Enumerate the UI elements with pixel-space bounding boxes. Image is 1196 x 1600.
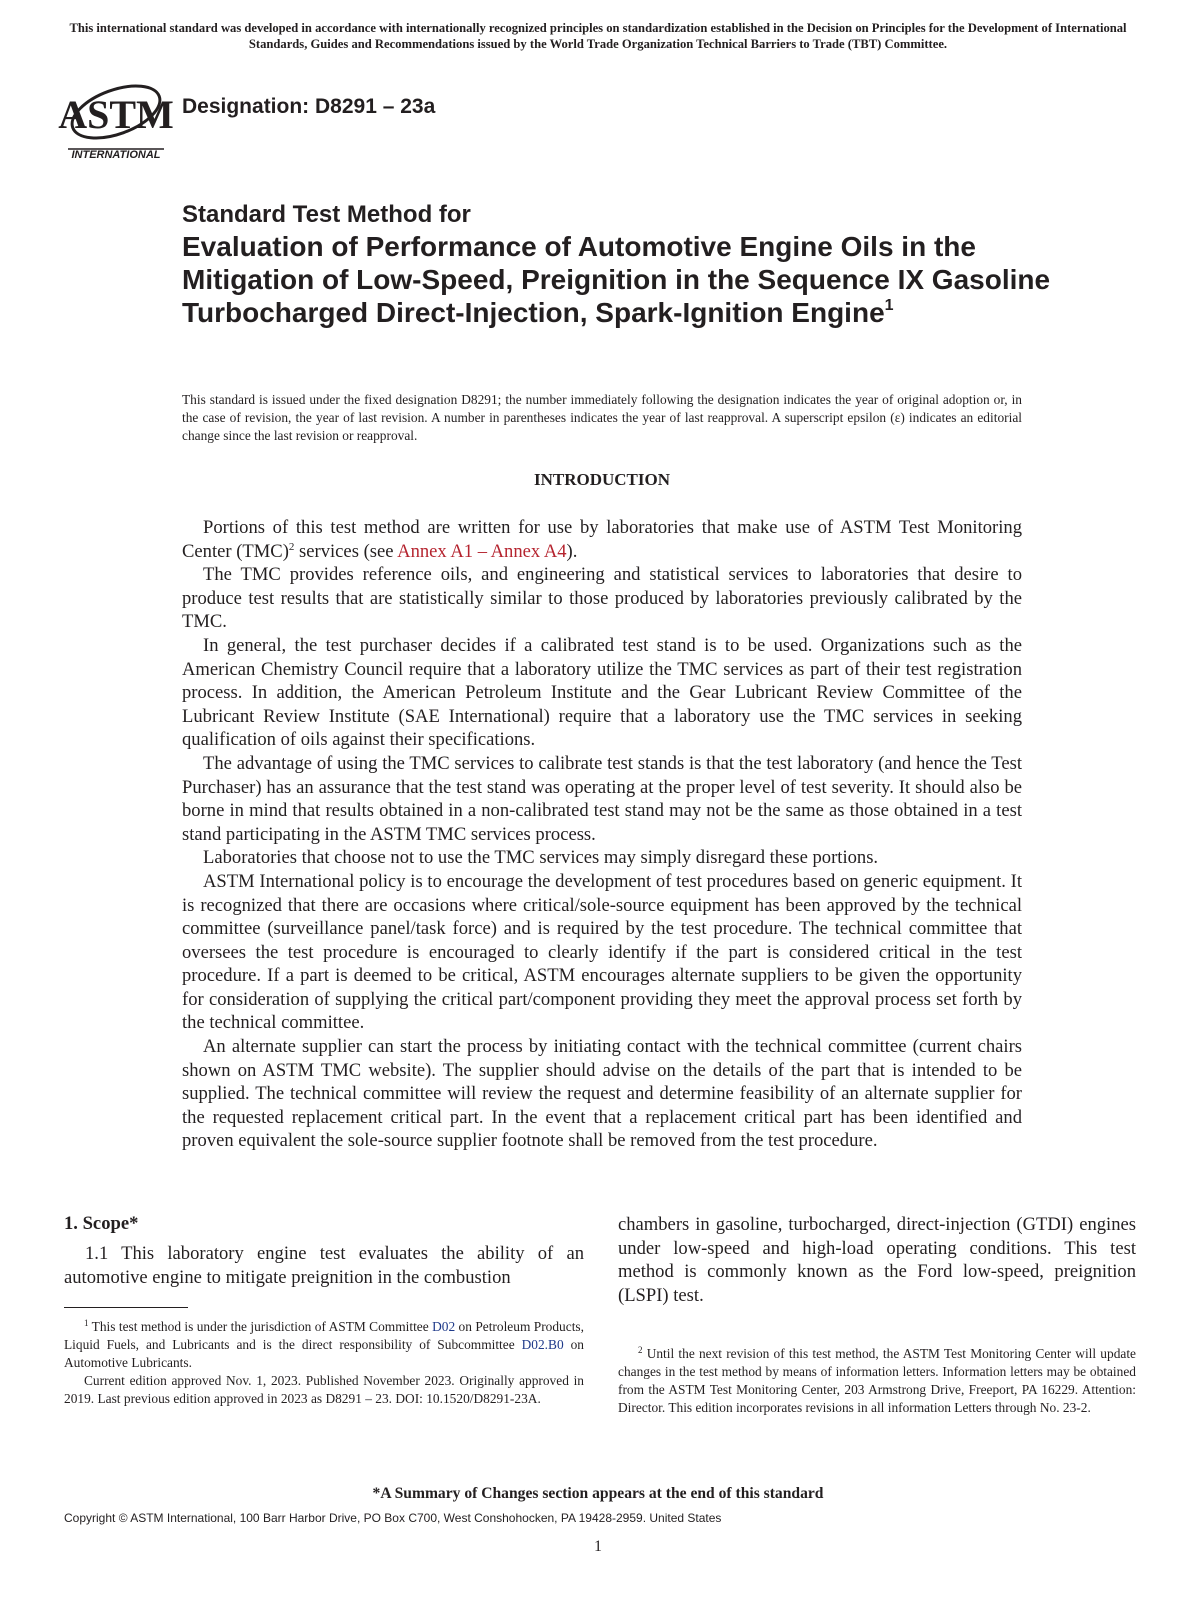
- intro-paragraph: Portions of this test method are written for use by laboratories that make use of ASTM Test Monitoring Center (TMC)$^2$ services (see Annex A1 – Annex A4).: [182, 517, 1022, 562]
- footnote-1: $^1$ This test method is under the jurisdiction of ASTM Committee D02 on Petroleum Products, Liquid Fuels, and Lubricants and is the direct responsibility of Subcommittee D02.B0 on Automotive Lubricants.: [64, 1318, 584, 1371]
- title-lead: Standard Test Method for: [182, 201, 471, 228]
- committee-link[interactable]: D02: [432, 1319, 456, 1335]
- left-column: [64, 1213, 584, 1408]
- intro-paragraph: Laboratories that choose not to use the TMC services may simply disregard these portions.: [203, 847, 879, 869]
- logo-text: ASTM: [58, 92, 174, 137]
- intro-paragraph: The TMC provides reference oils, and engineering and statistical services to laboratories that desire to produce test results that are statistically similar to those produced by laboratories previously calibrated by the TMC.: [182, 564, 1022, 633]
- subcommittee-link[interactable]: D02.B0: [521, 1337, 564, 1353]
- standard-note: This standard is issued under the fixed designation D8291; the number immediately following the designation indicates the year of original adoption or, in the case of revision, the year of last revision. A number in parentheses indicates the year of last reapproval. A superscript epsilon (ε) indicates an editorial change since the last revision or reapproval.: [182, 392, 1022, 443]
- summary-of-changes-note: *A Summary of Changes section appears at the end of this standard: [372, 1485, 824, 1502]
- astm-logo: [58, 70, 174, 170]
- logo-subtext: INTERNATIONAL: [71, 149, 161, 161]
- intro-paragraph: The advantage of using the TMC services to calibrate test stands is that the test laboratory (and hence the Test Purchaser) has an assurance that the test stand was operating at the proper level of test severity. It should also be borne in mind that results obtained in a non-calibrated test stand may not be the same as those obtained in a test stand participating in the ASTM TMC services process.: [182, 752, 1022, 845]
- right-column: [618, 1213, 1136, 1417]
- title-footnote-ref[interactable]: 1: [884, 297, 894, 314]
- footnote-1-edition: Current edition approved Nov. 1, 2023. Published November 2023. Originally approved in 2019. Last previous edition approved in 2023 as D8291 – 23. DOI: 10.1520/D8291-23A.: [64, 1373, 584, 1407]
- scope-paragraph-1-1: 1.1 This laboratory engine test evaluates the ability of an automotive engine to mitigate preignition in the combustion: [64, 1243, 584, 1288]
- standards-notice: This international standard was developed in accordance with internationally recognized principles on standardization established in the Decision on Principles for the Development of International Standards, Guides and Recommendations issued by the World Trade Organization Technical Barriers to Trade (TBT) Committee.: [69, 21, 1127, 51]
- designation: Designation: D8291 – 23a: [182, 95, 436, 118]
- scope-heading: 1. Scope*: [64, 1213, 139, 1234]
- page-number: 1: [594, 1538, 602, 1555]
- footnote-2: $^2$ Until the next revision of this test method, the ASTM Test Monitoring Center will update changes in the test method by means of information letters. Information letters may be obtained from the ASTM Test Monitoring Center, 203 Armstrong Drive, Freeport, PA 16229. Attention: Director. This edition incorporates revisions in all information Letters through No. 23-2.: [618, 1345, 1136, 1416]
- copyright: Copyright © ASTM International, 100 Barr Harbor Drive, PO Box C700, West Conshohocken, PA 19428-2959. United States: [64, 1511, 722, 1525]
- document-title: [182, 200, 1062, 329]
- intro-paragraph: An alternate supplier can start the process by initiating contact with the technical committee (current chairs shown on ASTM TMC website). The supplier should advise on the details of the part that is intended to be supplied. The technical committee will review the request and determine feasibility of an alternate supplier for the requested replacement critical part. In the event that a replacement critical part has been identified and proven equivalent the sole-source supplier footnote shall be removed from the test procedure.: [182, 1036, 1022, 1152]
- annex-link[interactable]: Annex A1 – Annex A4: [397, 540, 567, 562]
- footnote-ref-2[interactable]: 2: [288, 540, 295, 553]
- scope-paragraph-1-1-continued: chambers in gasoline, turbocharged, direct-injection (GTDI) engines under low-speed and high-load operating conditions. This test method is commonly known as the Ford low-speed, preignition (LSPI) test.: [618, 1214, 1136, 1306]
- intro-paragraph: ASTM International policy is to encourage the development of test procedures based on generic equipment. It is recognized that there are occasions where critical/sole-source equipment has been approved by the technical committee (surveillance panel/task force) and is required by the test procedure. The technical committee that oversees the test procedure is encouraged to clearly identify if the part is considered critical in the test procedure. If a part is deemed to be critical, ASTM encourages alternate suppliers to be given the opportunity for consideration of supplying the critical part/component providing they meet the approval process set forth by the technical committee.: [182, 870, 1022, 1034]
- intro-paragraph: In general, the test purchaser decides if a calibrated test stand is to be used. Organizations such as the American Chemistry Council require that a laboratory utilize the TMC services as part of their test registration process. In addition, the American Petroleum Institute and the Gear Lubricant Review Committee of the Lubricant Review Institute (SAE International) require that a laboratory use the TMC services in seeking qualification of oils against their specifications.: [182, 634, 1022, 751]
- introduction-heading: INTRODUCTION: [533, 470, 671, 489]
- footnote-divider: [64, 1307, 188, 1308]
- introduction-body: [182, 516, 1022, 1153]
- title-main: Evaluation of Performance of Automotive Engine Oils in the Mitigation of Low-Speed, Preignition in the Sequence IX Gasoline Turbocharged Direct-Injection, Spark-Ignition Engine: [182, 231, 1051, 328]
